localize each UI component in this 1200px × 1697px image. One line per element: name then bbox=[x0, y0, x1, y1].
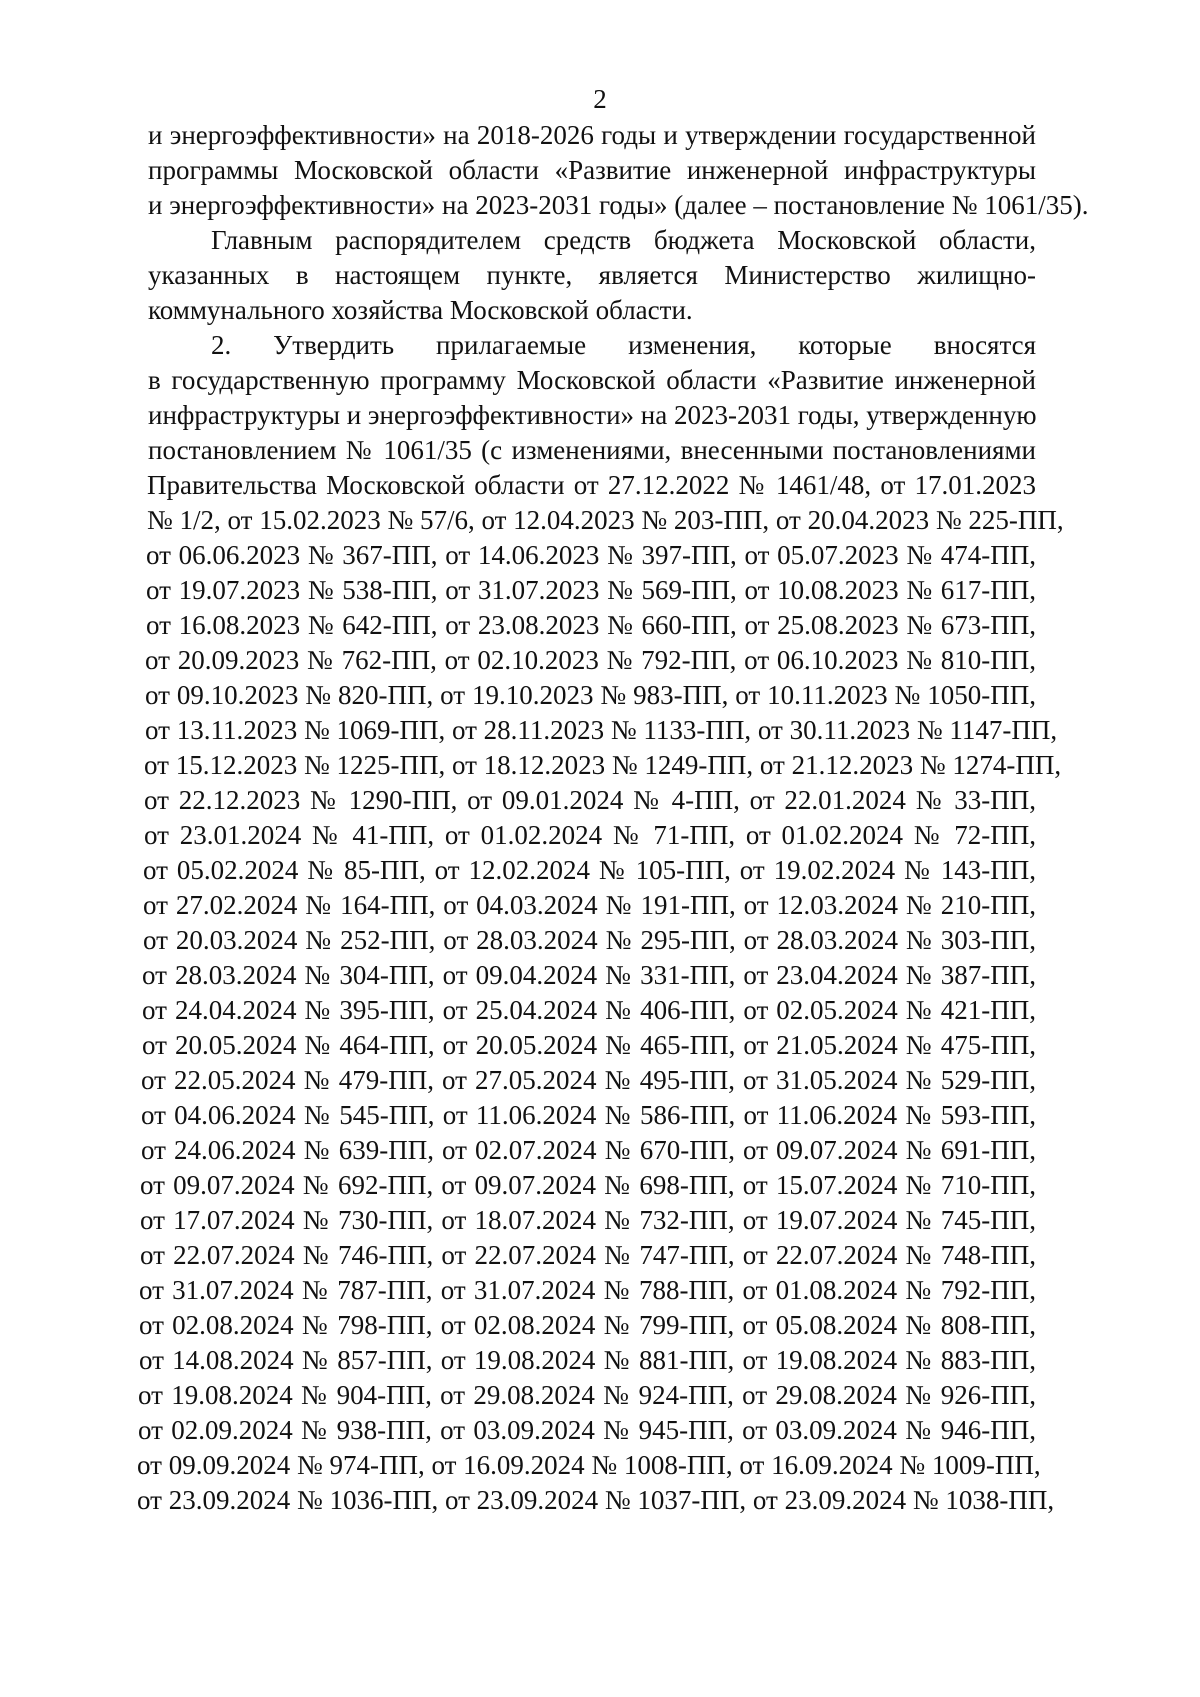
text-line: № 1/2, от 15.02.2023 № 57/6, от 12.04.2023 № 203-ПП, от 20.04.2023 № 225-ПП, bbox=[147, 505, 1064, 535]
text-line: от 02.08.2024 № 798-ПП, от 02.08.2024 № 799-ПП, от 05.08.2024 № 808-ПП, bbox=[139, 1310, 1036, 1340]
text-line: указанных в настоящем пункте, является Министерство жилищно- bbox=[148, 260, 1036, 290]
text-line: от 19.07.2023 № 538-ПП, от 31.07.2023 № 569-ПП, от 10.08.2023 № 617-ПП, bbox=[146, 575, 1036, 605]
text-line: от 19.08.2024 № 904-ПП, от 29.08.2024 № 924-ПП, от 29.08.2024 № 926-ПП, bbox=[138, 1380, 1036, 1410]
text-line: от 09.09.2024 № 974-ПП, от 16.09.2024 № 1008-ПП, от 16.09.2024 № 1009-ПП, bbox=[137, 1450, 1041, 1480]
text-line: от 04.06.2024 № 545-ПП, от 11.06.2024 № 586-ПП, от 11.06.2024 № 593-ПП, bbox=[141, 1100, 1036, 1130]
text-line: от 24.06.2024 № 639-ПП, от 02.07.2024 № 670-ПП, от 09.07.2024 № 691-ПП, bbox=[141, 1135, 1036, 1165]
text-line: от 24.04.2024 № 395-ПП, от 25.04.2024 № 406-ПП, от 02.05.2024 № 421-ПП, bbox=[142, 995, 1036, 1025]
text-line: в государственную программу Московской области «Развитие инженерной bbox=[148, 365, 1036, 395]
text-line: от 27.02.2024 № 164-ПП, от 04.03.2024 № 191-ПП, от 12.03.2024 № 210-ПП, bbox=[143, 890, 1036, 920]
text-line: от 20.05.2024 № 464-ПП, от 20.05.2024 № 465-ПП, от 21.05.2024 № 475-ПП, bbox=[142, 1030, 1036, 1060]
text-line: постановлением № 1061/35 (с изменениями, внесенными постановлениями bbox=[148, 435, 1036, 465]
text-line: от 05.02.2024 № 85-ПП, от 12.02.2024 № 105-ПП, от 19.02.2024 № 143-ПП, bbox=[143, 855, 1036, 885]
text-line: инфраструктуры и энергоэффективности» на 2023-2031 годы, утвержденную bbox=[148, 400, 1037, 430]
text-line: от 15.12.2023 № 1225-ПП, от 18.12.2023 № 1249-ПП, от 21.12.2023 № 1274-ПП, bbox=[144, 750, 1062, 780]
text-line: от 23.01.2024 № 41-ПП, от 01.02.2024 № 71-ПП, от 01.02.2024 № 72-ПП, bbox=[144, 820, 1036, 850]
text-line: Главным распорядителем средств бюджета Московской области, bbox=[211, 225, 1036, 255]
text-line: от 13.11.2023 № 1069-ПП, от 28.11.2023 № 1133-ПП, от 30.11.2023 № 1147-ПП, bbox=[145, 715, 1058, 745]
text-line: и энергоэффективности» на 2018-2026 годы и утверждении государственной bbox=[148, 120, 1036, 150]
text-line: от 22.12.2023 № 1290-ПП, от 09.01.2024 № 4-ПП, от 22.01.2024 № 33-ПП, bbox=[144, 785, 1036, 815]
text-line: коммунального хозяйства Московской области. bbox=[148, 295, 693, 325]
text-line: от 20.09.2023 № 762-ПП, от 02.10.2023 № 792-ПП, от 06.10.2023 № 810-ПП, bbox=[145, 645, 1036, 675]
text-line: от 22.07.2024 № 746-ПП, от 22.07.2024 № 747-ПП, от 22.07.2024 № 748-ПП, bbox=[140, 1240, 1036, 1270]
text-line: от 02.09.2024 № 938-ПП, от 03.09.2024 № 945-ПП, от 03.09.2024 № 946-ПП, bbox=[138, 1415, 1036, 1445]
text-line: от 09.10.2023 № 820-ПП, от 19.10.2023 № 983-ПП, от 10.11.2023 № 1050-ПП, bbox=[145, 680, 1036, 710]
text-line: от 28.03.2024 № 304-ПП, от 09.04.2024 № 331-ПП, от 23.04.2024 № 387-ПП, bbox=[142, 960, 1036, 990]
page-number: 2 bbox=[593, 84, 607, 114]
text-line: программы Московской области «Развитие инженерной инфраструктуры bbox=[148, 155, 1036, 185]
text-line: от 20.03.2024 № 252-ПП, от 28.03.2024 № 295-ПП, от 28.03.2024 № 303-ПП, bbox=[143, 925, 1036, 955]
text-line: от 16.08.2023 № 642-ПП, от 23.08.2023 № 660-ПП, от 25.08.2023 № 673-ПП, bbox=[146, 610, 1036, 640]
text-line: от 14.08.2024 № 857-ПП, от 19.08.2024 № 881-ПП, от 19.08.2024 № 883-ПП, bbox=[139, 1345, 1036, 1375]
text-line: от 31.07.2024 № 787-ПП, от 31.07.2024 № 788-ПП, от 01.08.2024 № 792-ПП, bbox=[139, 1275, 1036, 1305]
text-line: 2. Утвердить прилагаемые изменения, которые вносятся bbox=[211, 330, 1036, 360]
text-line: от 09.07.2024 № 692-ПП, от 09.07.2024 № 698-ПП, от 15.07.2024 № 710-ПП, bbox=[140, 1170, 1036, 1200]
text-line: Правительства Московской области от 27.12.2022 № 1461/48, от 17.01.2023 bbox=[147, 470, 1036, 500]
text-line: от 06.06.2023 № 367-ПП, от 14.06.2023 № 397-ПП, от 05.07.2023 № 474-ПП, bbox=[146, 540, 1036, 570]
text-line: от 22.05.2024 № 479-ПП, от 27.05.2024 № 495-ПП, от 31.05.2024 № 529-ПП, bbox=[141, 1065, 1036, 1095]
text-line: от 17.07.2024 № 730-ПП, от 18.07.2024 № 732-ПП, от 19.07.2024 № 745-ПП, bbox=[140, 1205, 1036, 1235]
text-line: от 23.09.2024 № 1036-ПП, от 23.09.2024 № 1037-ПП, от 23.09.2024 № 1038-ПП, bbox=[137, 1485, 1055, 1515]
text-line: и энергоэффективности» на 2023-2031 годы» (далее – постановление № 1061/35). bbox=[148, 190, 1089, 220]
